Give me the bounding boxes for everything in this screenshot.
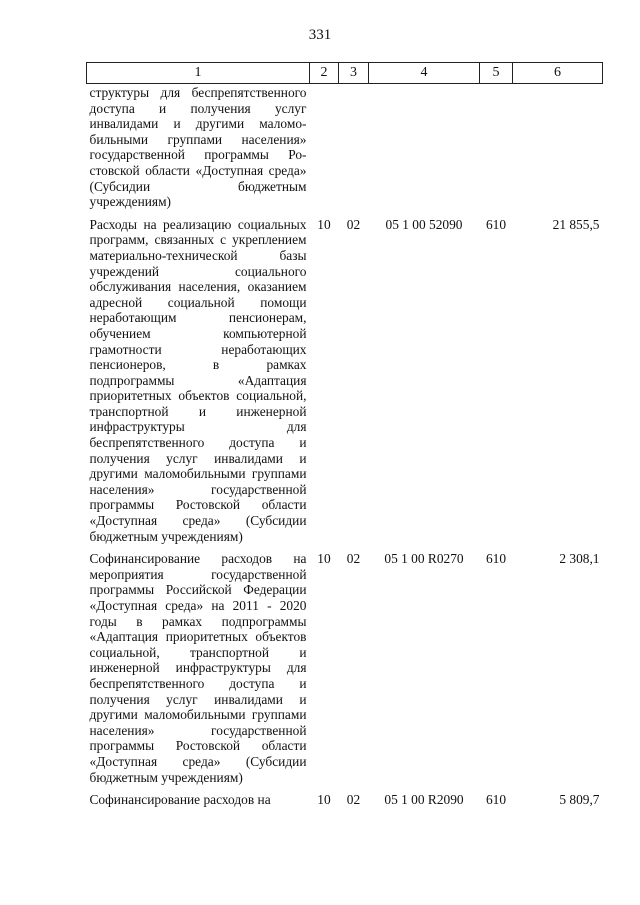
row-amount: 2 308,1 <box>559 551 600 567</box>
table-row <box>87 84 603 216</box>
row-subsection: 02 <box>346 216 361 232</box>
table-row <box>87 791 603 814</box>
table-row <box>87 550 603 791</box>
row-target-code: 05 1 00 R0270 <box>384 551 464 567</box>
row-amount: 21 855,5 <box>552 216 600 232</box>
table-row <box>87 216 603 550</box>
header-col-2: 2 <box>310 63 339 84</box>
header-col-6: 6 <box>513 63 603 84</box>
row-description: структуры для беспрепятственного доступа и получения услуг инвалидами и другими маломобильными группами населения» государственной программы Ростовской области «Доступная среда» (Субсидии бюджетным учреждениям) <box>89 85 307 210</box>
row-expense-type <box>480 84 513 216</box>
header-col-5: 5 <box>480 63 513 84</box>
row-subsection: 02 <box>346 551 361 567</box>
row-target-code <box>369 84 480 216</box>
row-section: 10 <box>317 792 331 808</box>
table-header-row <box>87 63 603 84</box>
row-description: Софинансирование расходов на <box>89 792 271 808</box>
header-col-1: 1 <box>87 63 310 84</box>
row-expense-type: 610 <box>485 792 507 808</box>
budget-table <box>86 62 603 814</box>
row-subsection: 02 <box>346 792 361 808</box>
page-number: 331 <box>308 27 332 43</box>
row-expense-type: 610 <box>485 216 507 232</box>
row-section: 10 <box>317 551 331 567</box>
row-expense-type: 610 <box>485 551 507 567</box>
row-section: 10 <box>317 216 331 232</box>
row-target-code: 05 1 00 R2090 <box>384 792 464 808</box>
header-col-4: 4 <box>369 63 480 84</box>
row-subsection <box>339 84 369 216</box>
row-section <box>310 84 339 216</box>
row-amount <box>513 84 603 216</box>
row-description: Софинансирование расходов на мероприятия государственной программы Российской Федерации «Доступная среда» на 2011 - 2020 годы в рамках подпрограммы «Адаптация приоритетных объектов социальной, транспортной и инженерной инфраструктуры для беспрепятственного доступа и получения услуг инвалидами и другими маломобильными группами населения» государственной программы Ростовской области «Доступная среда» (Субсидии бюджетным учреждениям) <box>89 551 307 785</box>
row-target-code: 05 1 00 52090 <box>385 216 463 232</box>
row-amount: 5 809,7 <box>559 792 600 808</box>
header-col-3: 3 <box>339 63 369 84</box>
row-description: Расходы на реализацию социальных программ, связанных с укреплением материально-технической базы учреждений социального обслуживания населения, оказанием адресной социальной помощи неработающим пенсионерам, обучением компьютерной грамотности неработающих пенсионеров, в рамках подпрограммы «Адаптация приоритетных объектов социальной, транспортной и инженерной инфраструктуры для беспрепятственного доступа и получения услуг инвалидами и другими маломобильными группами населения» государственной программы Ростовской области «Доступная среда» (Субсидии бюджетным учреждениям) <box>89 216 307 544</box>
